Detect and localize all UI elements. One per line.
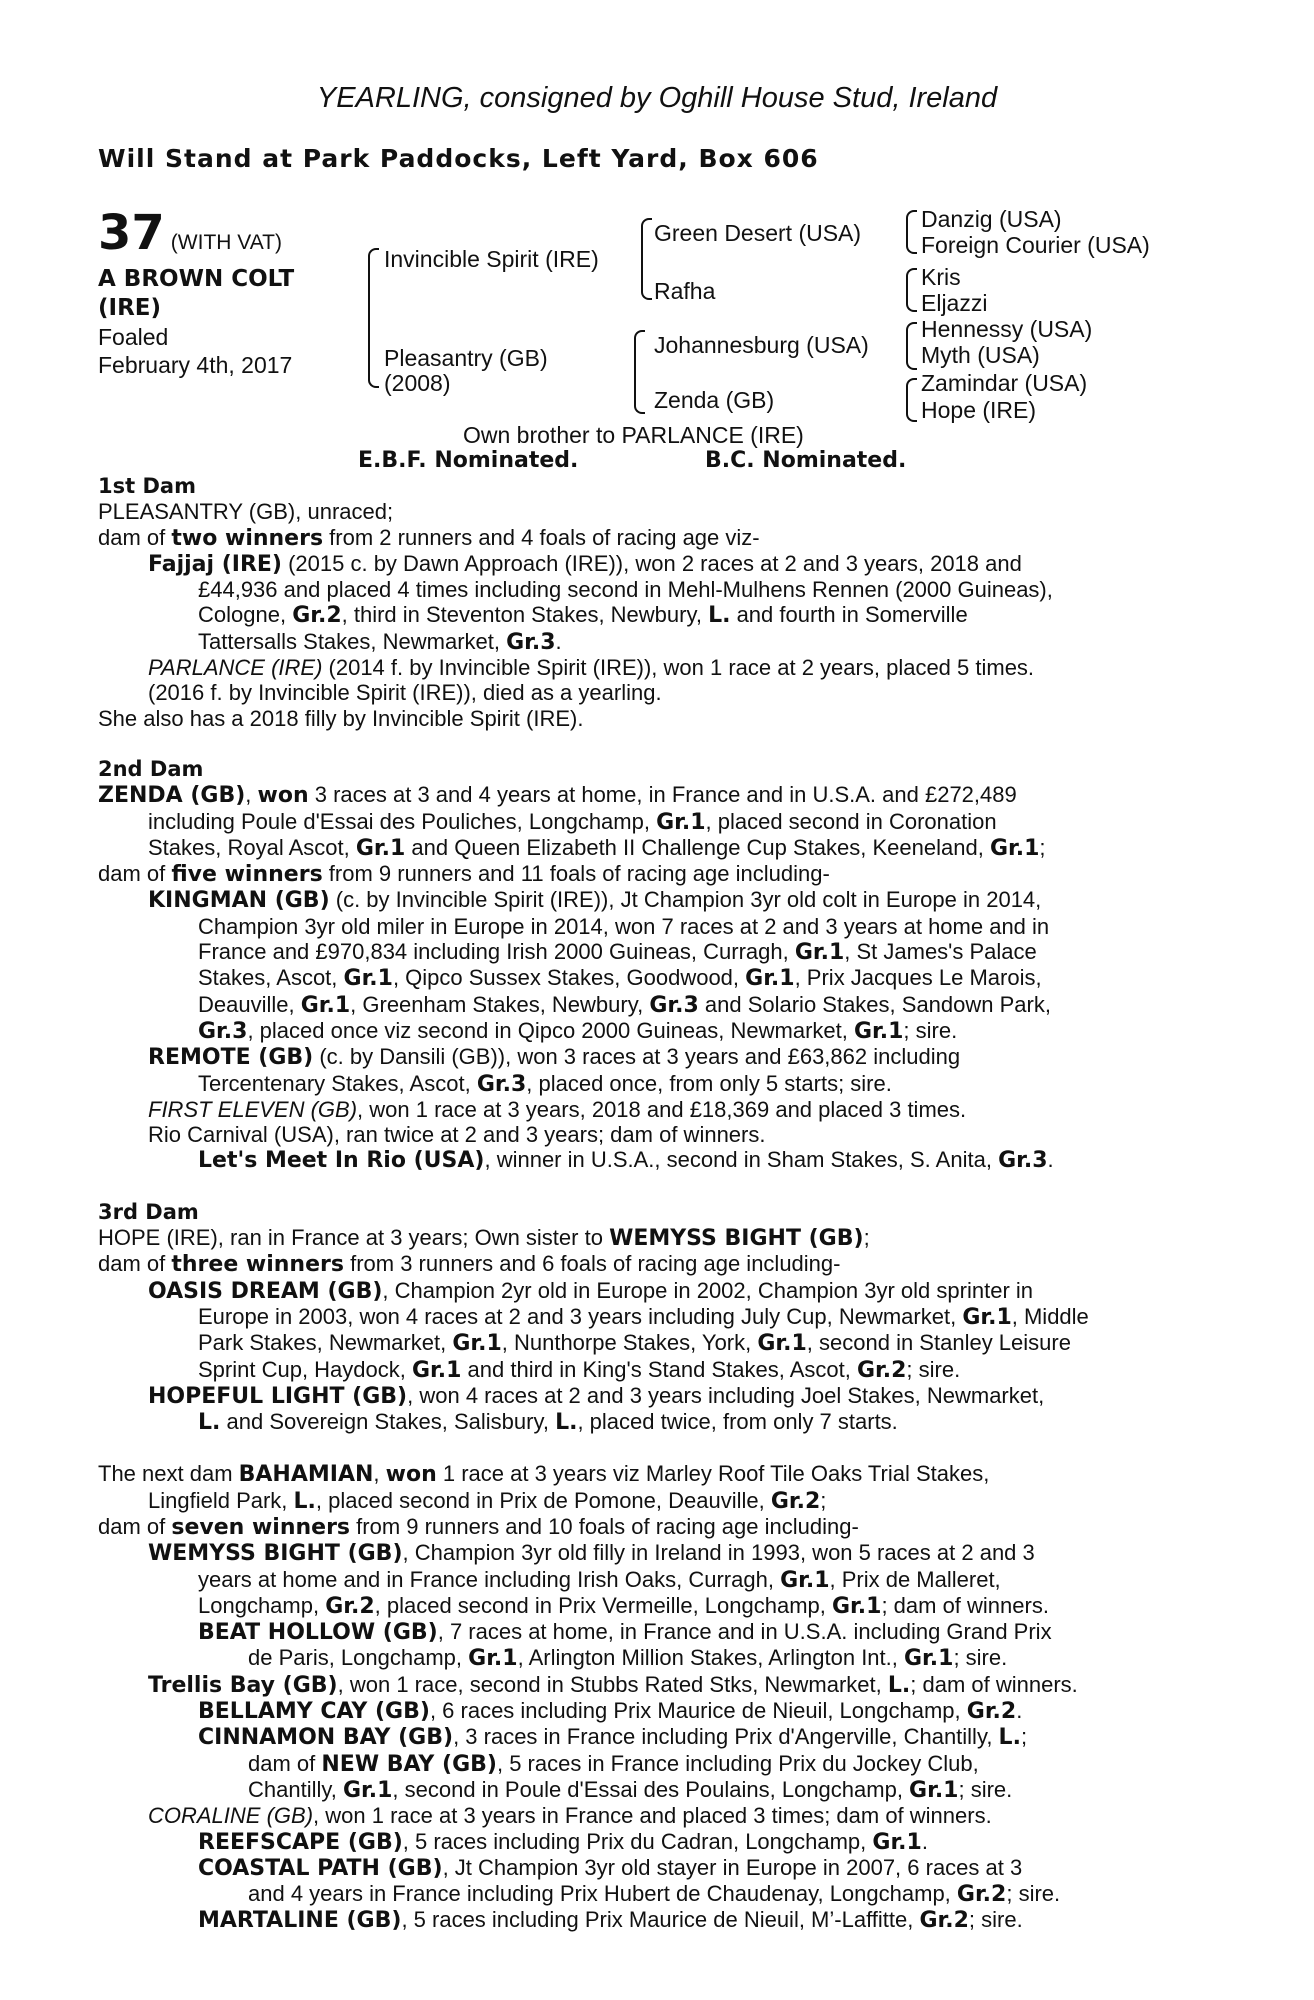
produce-entry: Tattersalls Stakes, Newmarket, Gr.3. [198, 628, 562, 655]
produce-entry: Gr.3, placed once viz second in Qipco 2000 Guineas, Newmarket, Gr.1; sire. [198, 1017, 958, 1044]
produce-entry: £44,936 and placed 4 times including second in Mehl-Mulhens Rennen (2000 Guineas), [198, 577, 1053, 603]
pedigree-brace [634, 330, 645, 414]
own-brother-note: Own brother to PARLANCE (IRE) [463, 422, 804, 448]
produce-entry: Rio Carnival (USA), ran twice at 2 and 3 years; dam of winners. [148, 1122, 766, 1148]
pedigree-brace [906, 322, 917, 370]
page-title: YEARLING, consigned by Oghill House Stud, Ireland [316, 82, 998, 114]
pedigree-ddd: Hope (IRE) [921, 397, 1037, 423]
produce-entry: CORALINE (GB), won 1 race at 3 years in France and placed 3 times; dam of winners. [148, 1803, 992, 1829]
pedigree-brace [906, 268, 917, 312]
dam-paragraph: The next dam BAHAMIAN, won 1 race at 3 years viz Marley Roof Tile Oaks Trial Stakes, [98, 1461, 990, 1488]
pedigree-brace [641, 218, 652, 300]
first-dam-heading: 1st Dam [98, 474, 196, 498]
dam-paragraph: ZENDA (GB), won 3 races at 3 and 4 years at home, in France and in U.S.A. and £272,489 [98, 782, 1017, 809]
produce-entry: REEFSCAPE (GB), 5 races including Prix du Cadran, Longchamp, Gr.1. [198, 1828, 928, 1855]
pedigree-dam-dam: Zenda (GB) [654, 387, 775, 413]
produce-entry: Europe in 2003, won 4 races at 2 and 3 years including July Cup, Newmarket, Gr.1, Middle [198, 1303, 1089, 1330]
foaled-label: Foaled [98, 324, 169, 350]
produce-entry: PARLANCE (IRE) (2014 f. by Invincible Spirit (IRE)), won 1 race at 2 years, placed 5 times. [148, 655, 1035, 681]
produce-entry: Chantilly, Gr.1, second in Poule d'Essai des Poulains, Longchamp, Gr.1; sire. [248, 1776, 1013, 1803]
dam-paragraph: HOPE (IRE), ran in France at 3 years; Own sister to WEMYSS BIGHT (GB); [98, 1225, 870, 1252]
dam-paragraph: dam of seven winners from 9 runners and 10 foals of racing age including- [98, 1513, 859, 1540]
pedigree-dds: Zamindar (USA) [921, 370, 1088, 396]
lot-description [98, 265, 294, 323]
dam-paragraph: including Poule d'Essai des Pouliches, Longchamp, Gr.1, placed second in Coronation [148, 808, 997, 835]
pedigree-dsd: Myth (USA) [921, 342, 1040, 368]
produce-entry: HOPEFUL LIGHT (GB), won 4 races at 2 and 3 years including Joel Stakes, Newmarket, [148, 1382, 1045, 1409]
pedigree-sire-dam: Rafha [654, 278, 716, 304]
produce-entry: BEAT HOLLOW (GB), 7 races at home, in France and in U.S.A. including Grand Prix [198, 1619, 1052, 1646]
dam-paragraph: Stakes, Royal Ascot, Gr.1 and Queen Elizabeth II Challenge Cup Stakes, Keeneland, Gr.1; [148, 834, 1046, 861]
pedigree-sire-sire: Green Desert (USA) [654, 220, 862, 246]
pedigree-brace [906, 210, 917, 254]
lot-number: 37 [98, 205, 165, 261]
produce-entry: dam of NEW BAY (GB), 5 races in France including Prix du Jockey Club, [248, 1750, 979, 1777]
pedigree-dam-year: (2008) [384, 370, 451, 396]
pedigree-ssd: Foreign Courier (USA) [921, 232, 1150, 258]
produce-entry: (2016 f. by Invincible Spirit (IRE)), died as a yearling. [148, 680, 662, 706]
produce-entry: COASTAL PATH (GB), Jt Champion 3yr old stayer in Europe in 2007, 6 races at 3 [198, 1854, 1023, 1881]
ebf-nomination: E.B.F. Nominated. [358, 448, 579, 473]
produce-entry: Longchamp, Gr.2, placed second in Prix Vermeille, Longchamp, Gr.1; dam of winners. [198, 1592, 1049, 1619]
vat-label: (WITH VAT) [170, 231, 282, 254]
pedigree-dam: Pleasantry (GB) [384, 345, 548, 371]
produce-entry: Park Stakes, Newmarket, Gr.1, Nunthorpe Stakes, York, Gr.1, second in Stanley Leisure [198, 1330, 1071, 1357]
produce-entry: L. and Sovereign Stakes, Salisbury, L., placed twice, from only 7 starts. [198, 1409, 898, 1436]
produce-entry: Trellis Bay (GB), won 1 race, second in Stubbs Rated Stks, Newmarket, L.; dam of winners. [148, 1671, 1078, 1698]
pedigree-sdd: Eljazzi [921, 290, 988, 316]
dam-paragraph: dam of five winners from 9 runners and 11 foals of racing age including- [98, 861, 830, 888]
dam-paragraph: She also has a 2018 filly by Invincible Spirit (IRE). [98, 705, 584, 731]
dam-paragraph: dam of three winners from 3 runners and 6 foals of racing age including- [98, 1251, 841, 1278]
lot-description-line1: A BROWN COLT [98, 266, 295, 292]
foaled-date: February 4th, 2017 [98, 352, 293, 378]
dam-paragraph: dam of two winners from 2 runners and 4 foals of racing age viz- [98, 524, 760, 551]
produce-entry: MARTALINE (GB), 5 races including Prix Maurice de Nieuil, M’-Laffitte, Gr.2; sire. [198, 1907, 1023, 1934]
produce-entry: years at home and in France including Irish Oaks, Curragh, Gr.1, Prix de Malleret, [198, 1566, 1001, 1593]
lot-description-line2: (IRE) [98, 295, 162, 321]
dam-produce-record [98, 474, 1200, 1934]
pedigree-dam-sire: Johannesburg (USA) [654, 332, 869, 358]
produce-entry: FIRST ELEVEN (GB), won 1 race at 3 years, 2018 and £18,369 and placed 3 times. [148, 1096, 967, 1122]
produce-entry: WEMYSS BIGHT (GB), Champion 3yr old filly in Ireland in 1993, won 5 races at 2 and 3 [148, 1540, 1035, 1567]
produce-entry: Stakes, Ascot, Gr.1, Qipco Sussex Stakes, Goodwood, Gr.1, Prix Jacques Le Marois, [198, 965, 1042, 992]
produce-entry: OASIS DREAM (GB), Champion 2yr old in Europe in 2002, Champion 3yr old sprinter in [148, 1277, 1034, 1304]
lot-info [98, 205, 294, 379]
second-dam-heading: 2nd Dam [98, 756, 204, 781]
produce-entry: Fajjaj (IRE) (2015 c. by Dawn Approach (IRE)), won 2 races at 2 and 3 years, 2018 and [148, 550, 1022, 577]
produce-entry: REMOTE (GB) (c. by Dansili (GB)), won 3 races at 3 years and £63,862 including [148, 1044, 961, 1071]
pedigree-brace [906, 378, 917, 422]
stand-location: Will Stand at Park Paddocks, Left Yard, Box 606 [98, 144, 819, 173]
produce-entry: Sprint Cup, Haydock, Gr.1 and third in King's Stand Stakes, Ascot, Gr.2; sire. [198, 1356, 961, 1383]
dam-paragraph: PLEASANTRY (GB), unraced; [98, 499, 394, 525]
produce-entry: Deauville, Gr.1, Greenham Stakes, Newbury, Gr.3 and Solario Stakes, Sandown Park, [198, 991, 1051, 1018]
produce-entry: Cologne, Gr.2, third in Steventon Stakes, Newbury, L. and fourth in Somerville [198, 602, 968, 629]
dam-paragraph: Lingfield Park, L., placed second in Prix de Pomone, Deauville, Gr.2; [148, 1487, 827, 1514]
pedigree-sds: Kris [921, 264, 961, 290]
produce-entry: de Paris, Longchamp, Gr.1, Arlington Million Stakes, Arlington Int., Gr.1; sire. [248, 1645, 1008, 1672]
pedigree-brace [368, 248, 379, 388]
pedigree-sire: Invincible Spirit (IRE) [384, 246, 599, 272]
pedigree-dss: Hennessy (USA) [921, 316, 1093, 342]
produce-entry: CINNAMON BAY (GB), 3 races in France including Prix d'Angerville, Chantilly, L.; [198, 1724, 1028, 1751]
produce-entry: Champion 3yr old miler in Europe in 2014, won 7 races at 2 and 3 years at home and in [198, 913, 1050, 939]
third-dam-heading: 3rd Dam [98, 1199, 199, 1224]
produce-entry: France and £970,834 including Irish 2000 Guineas, Curragh, Gr.1, St James's Palace [198, 939, 1037, 966]
produce-entry: Tercentenary Stakes, Ascot, Gr.3, placed once, from only 5 starts; sire. [198, 1070, 892, 1097]
produce-entry: and 4 years in France including Prix Hubert de Chaudenay, Longchamp, Gr.2; sire. [248, 1881, 1061, 1908]
pedigree-sss: Danzig (USA) [921, 206, 1062, 232]
foaled-text [98, 323, 294, 379]
produce-entry: Let's Meet In Rio (USA), winner in U.S.A., second in Sham Stakes, S. Anita, Gr.3. [198, 1147, 1054, 1174]
produce-entry: KINGMAN (GB) (c. by Invincible Spirit (IRE)), Jt Champion 3yr old colt in Europe in 2014, [148, 887, 1042, 914]
produce-entry: BELLAMY CAY (GB), 6 races including Prix Maurice de Nieuil, Longchamp, Gr.2. [198, 1698, 1023, 1725]
bc-nomination: B.C. Nominated. [705, 448, 907, 473]
